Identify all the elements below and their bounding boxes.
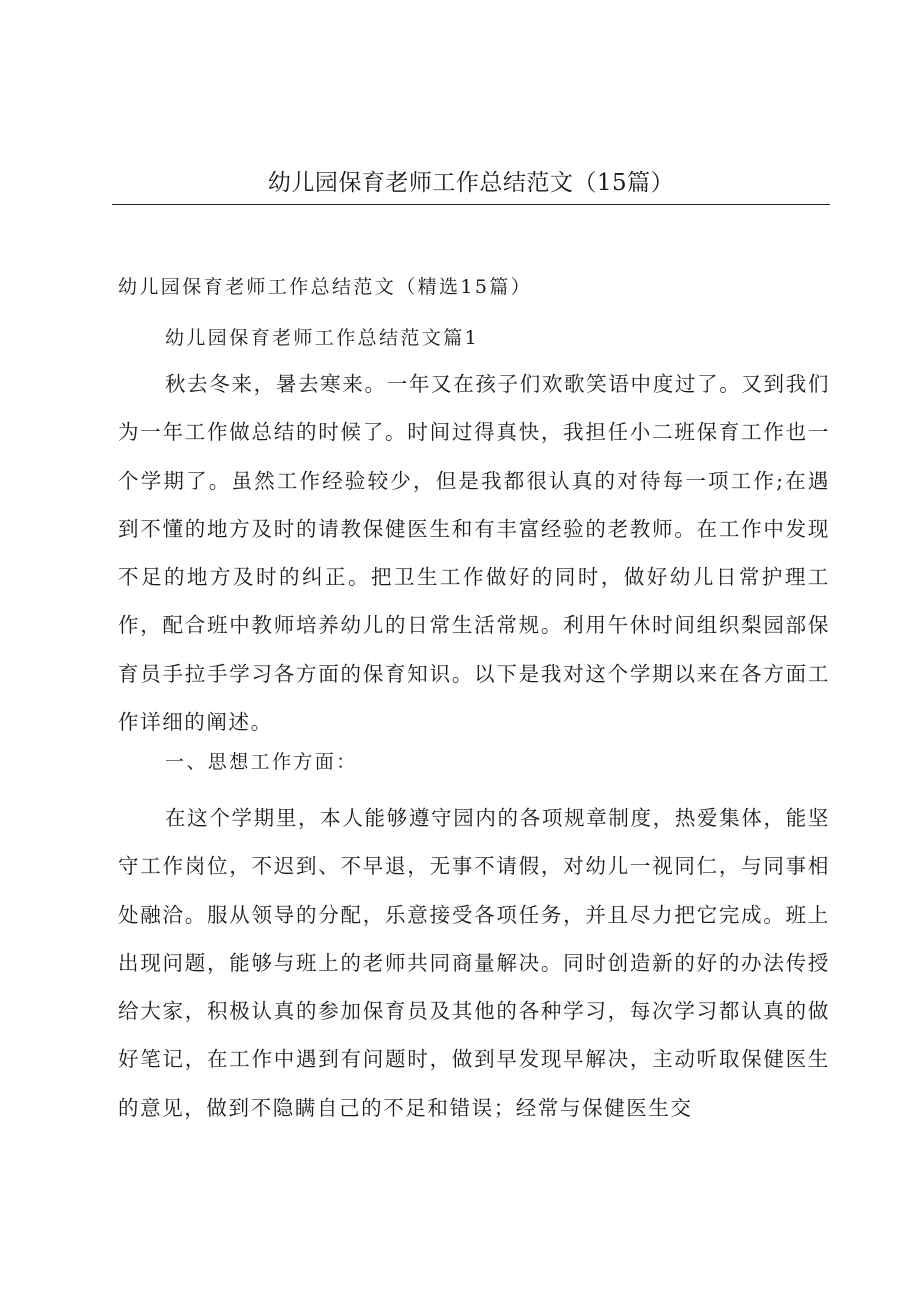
section-heading: 幼儿园保育老师工作总结范文篇1	[165, 327, 480, 349]
document-subtitle: 幼儿园保育老师工作总结范文（精选15篇）	[118, 276, 533, 298]
body-paragraph: 在这个学期里，本人能够遵守园内的各项规章制度，热爱集体，能坚守工作岗位，不迟到、不早退，无事不请假，对幼儿一视同仁，与同事相处融洽。服从领导的分配，乐意接受各项任务，并且尽力把它完成。班上出现问题，能够与班上的老师共同商量解决。同时创造新的好的办法传授给大家，积极认真的参加保育员及其他的各种学习，每次学习都认真的做好笔记，在工作中遇到有问题时，做到早发现早解决，主动听取保健医生的意见，做到不隐瞒自己的不足和错误；经常与保健医生交	[118, 806, 830, 1120]
body-paragraph: 秋去冬来，暑去寒来。一年又在孩子们欢歌笑语中度过了。又到我们为一年工作做总结的时候了。时间过得真快，我担任小二班保育工作也一个学期了。虽然工作经验较少，但是我都很认真的对待每一项工作;在遇到不懂的地方及时的请教保健医生和有丰富经验的老教师。在工作中发现不足的地方及时的纠正。把卫生工作做好的同时，做好幼儿日常护理工作，配合班中教师培养幼儿的日常生活常规。利用午休时间组织梨园部保育员手拉手学习各方面的保育知识。以下是我对这个学期以来在各方面工作详细的阐述。	[118, 372, 830, 735]
page-header	[112, 168, 830, 205]
header-title: 幼儿园保育老师工作总结范文（15篇）	[267, 170, 675, 196]
sub-heading: 一、思想工作方面：	[165, 751, 358, 773]
